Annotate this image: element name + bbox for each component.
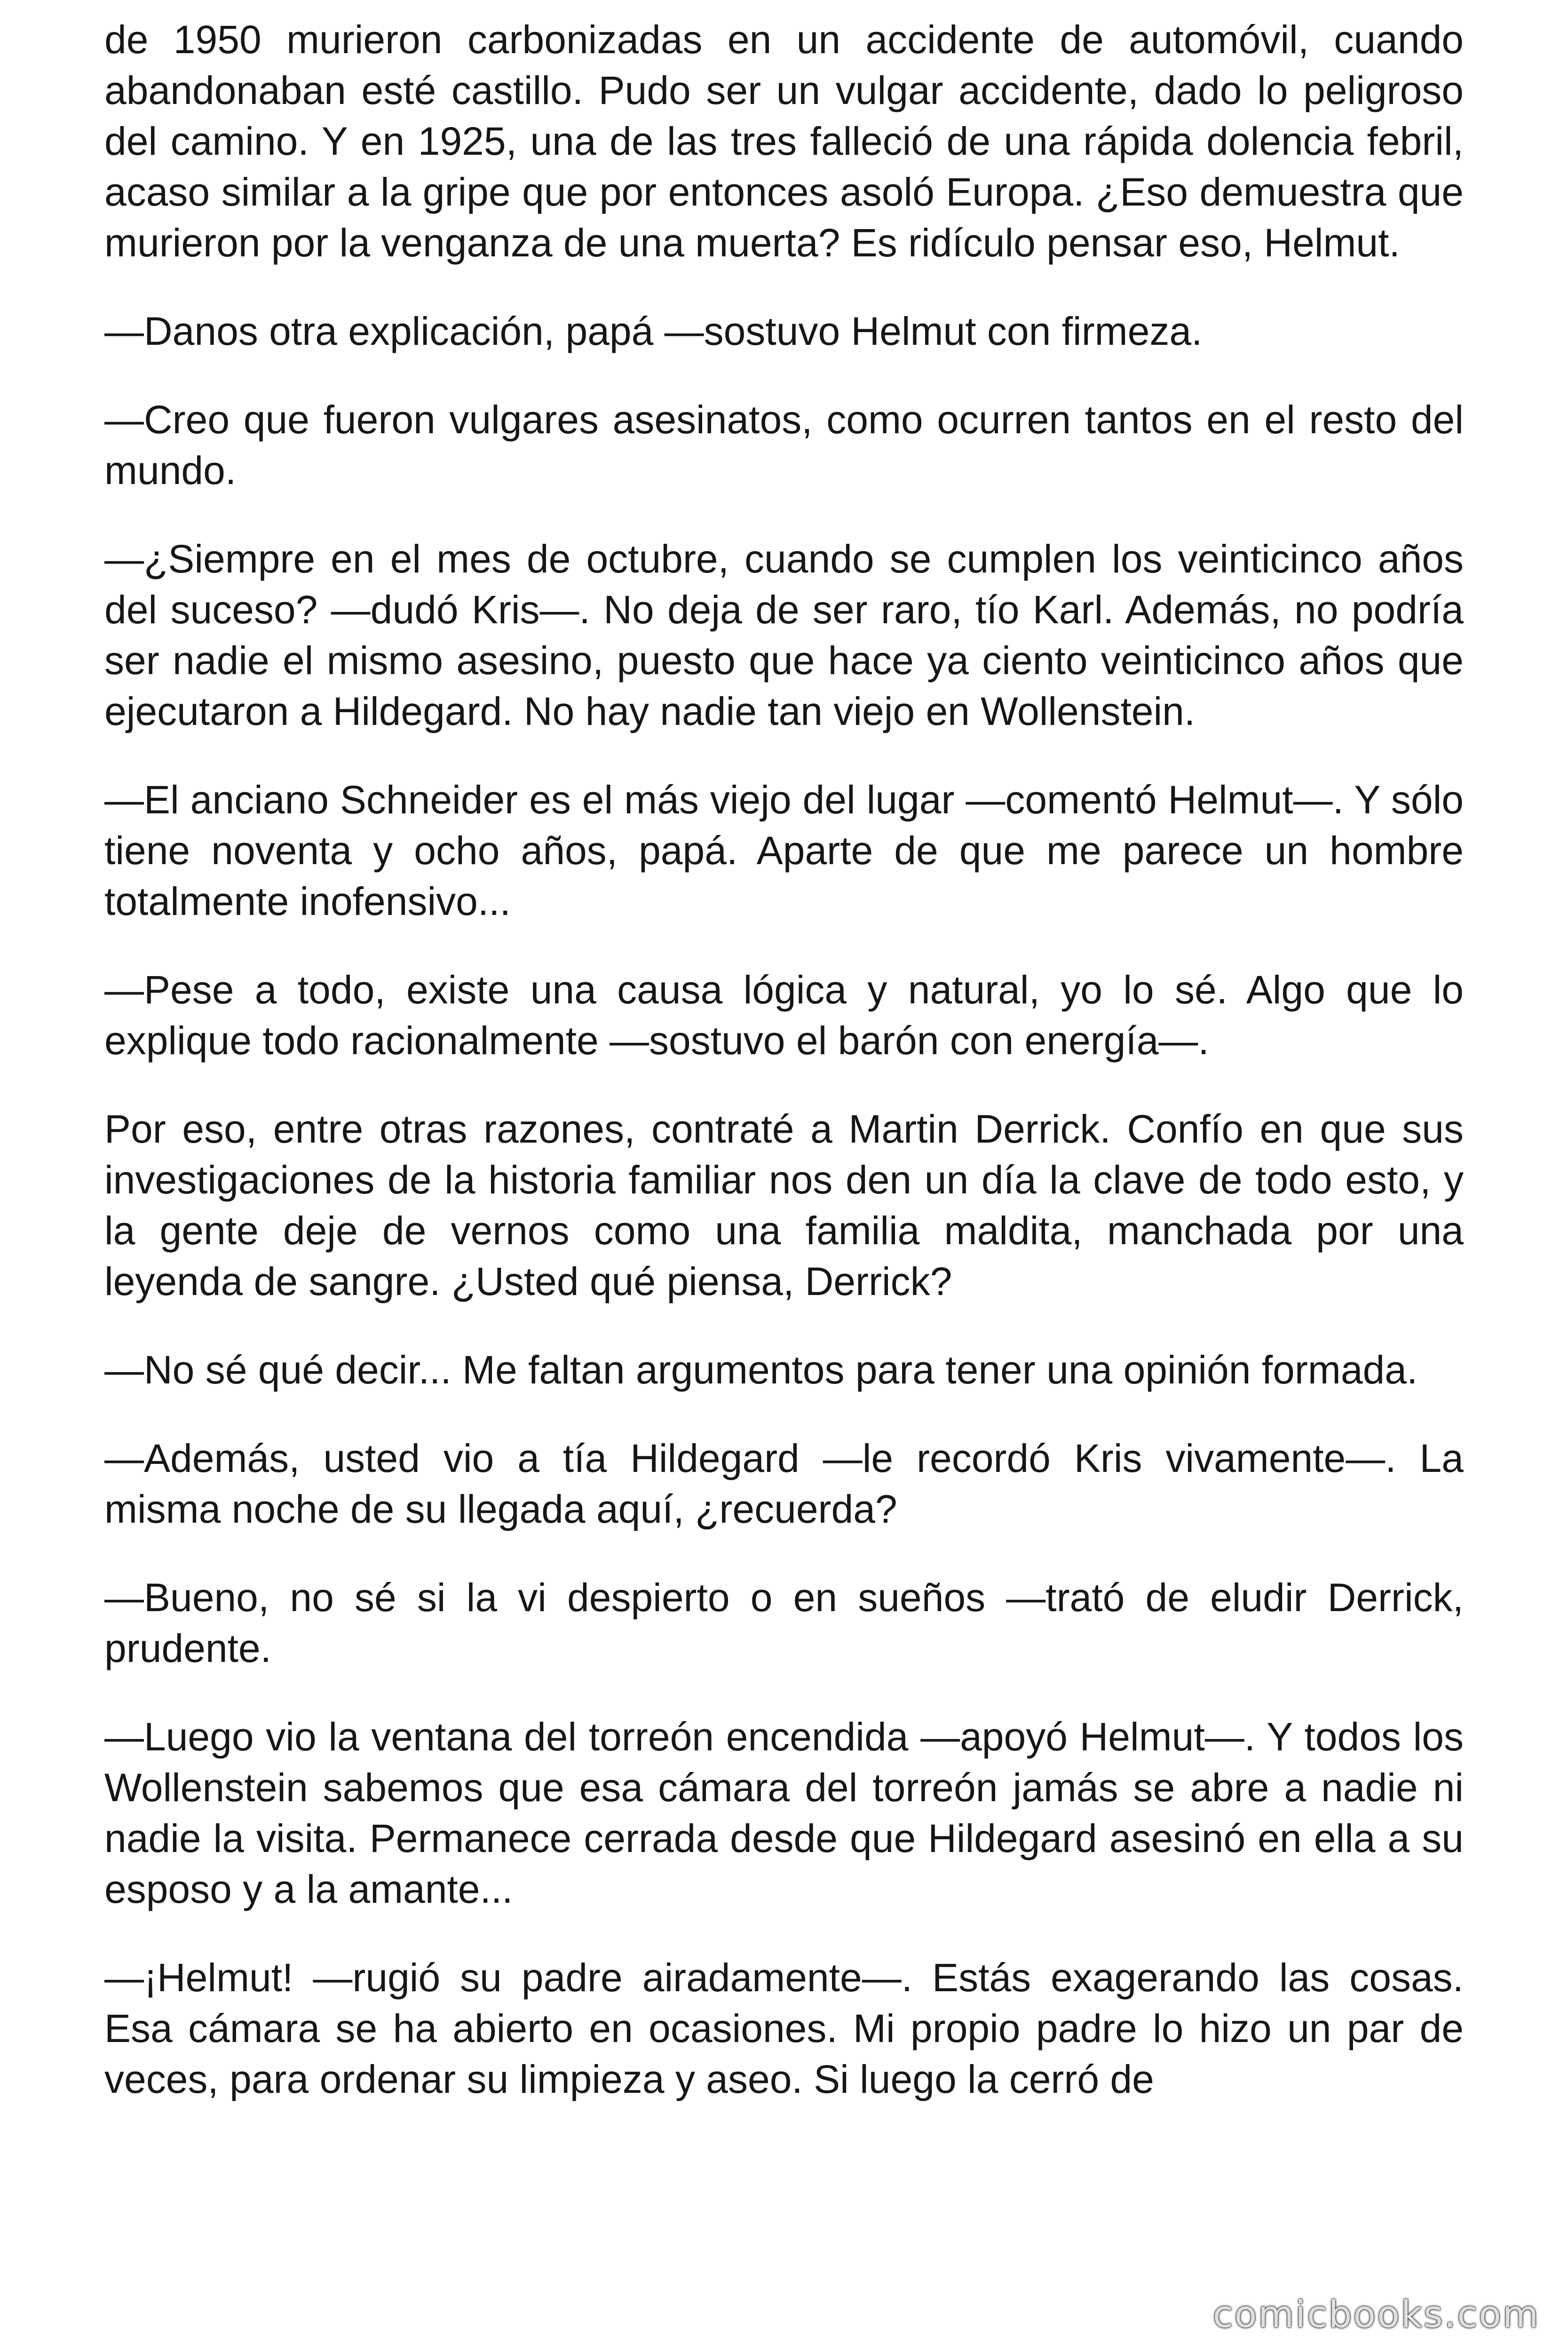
- paragraph-7: Por eso, entre otras razones, contraté a Martin Derrick. Confío en que sus investigaciones de la historia familiar nos den un día la clave de todo esto, y la gente deje de vernos como una familia maldita, manchada por una leyenda de sangre. ¿Usted qué piensa, Derrick?: [104, 1107, 1464, 1303]
- paragraph-10: —Bueno, no sé si la vi despierto o en sueños —trató de eludir Derrick, prudente.: [104, 1575, 1464, 1670]
- paragraph-12: —¡Helmut! —rugió su padre airadamente—. Estás exagerando las cosas. Esa cámara se ha abierto en ocasiones. Mi propio padre lo hizo un par de veces, para ordenar su limpieza y aseo. Si luego la cerró de: [104, 1955, 1464, 2101]
- paragraph-4: —¿Siempre en el mes de octubre, cuando se cumplen los veinticinco años del suceso? —dudó Kris—. No deja de ser raro, tío Karl. Además, no podría ser nadie el mismo asesino, puesto que hace ya ciento veinticinco años que ejecutaron a Hildegard. No hay nadie tan viejo en Wollenstein.: [104, 537, 1464, 733]
- paragraph-3: —Creo que fueron vulgares asesinatos, como ocurren tantos en el resto del mundo.: [104, 397, 1464, 493]
- document-page: [104, 14, 1464, 2142]
- paragraph-6: —Pese a todo, existe una causa lógica y natural, yo lo sé. Algo que lo explique todo racionalmente —sostuvo el barón con energía—.: [104, 968, 1464, 1063]
- paragraph-8: —No sé qué decir... Me faltan argumentos para tener una opinión formada.: [104, 1348, 1418, 1392]
- watermark: comicbooks.com: [1212, 2294, 1540, 2336]
- paragraph-5: —El anciano Schneider es el más viejo del lugar —comentó Helmut—. Y sólo tiene noventa y ocho años, papá. Aparte de que me parece un hombre totalmente inofensivo...: [104, 778, 1464, 923]
- paragraph-9: —Además, usted vio a tía Hildegard —le recordó Kris vivamente—. La misma noche de su llegada aquí, ¿recuerda?: [104, 1436, 1464, 1531]
- paragraph-11: —Luego vio la ventana del torreón encendida —apoyó Helmut—. Y todos los Wollenstein sabemos que esa cámara del torreón jamás se abre a nadie ni nadie la visita. Permanece cerrada desde que Hildegard asesinó en ella a su esposo y a la amante...: [104, 1715, 1464, 1911]
- paragraph-2: —Danos otra explicación, papá —sostuvo Helmut con firmeza.: [104, 309, 1203, 353]
- paragraph-1: de 1950 murieron carbonizadas en un accidente de automóvil, cuando abandonaban esté castillo. Pudo ser un vulgar accidente, dado lo peligroso del camino. Y en 1925, una de las tres falleció de una rápida dolencia febril, acaso similar a la gripe que por entonces asoló Europa. ¿Eso demuestra que murieron por la venganza de una muerta? Es ridículo pensar eso, Helmut.: [104, 17, 1464, 265]
